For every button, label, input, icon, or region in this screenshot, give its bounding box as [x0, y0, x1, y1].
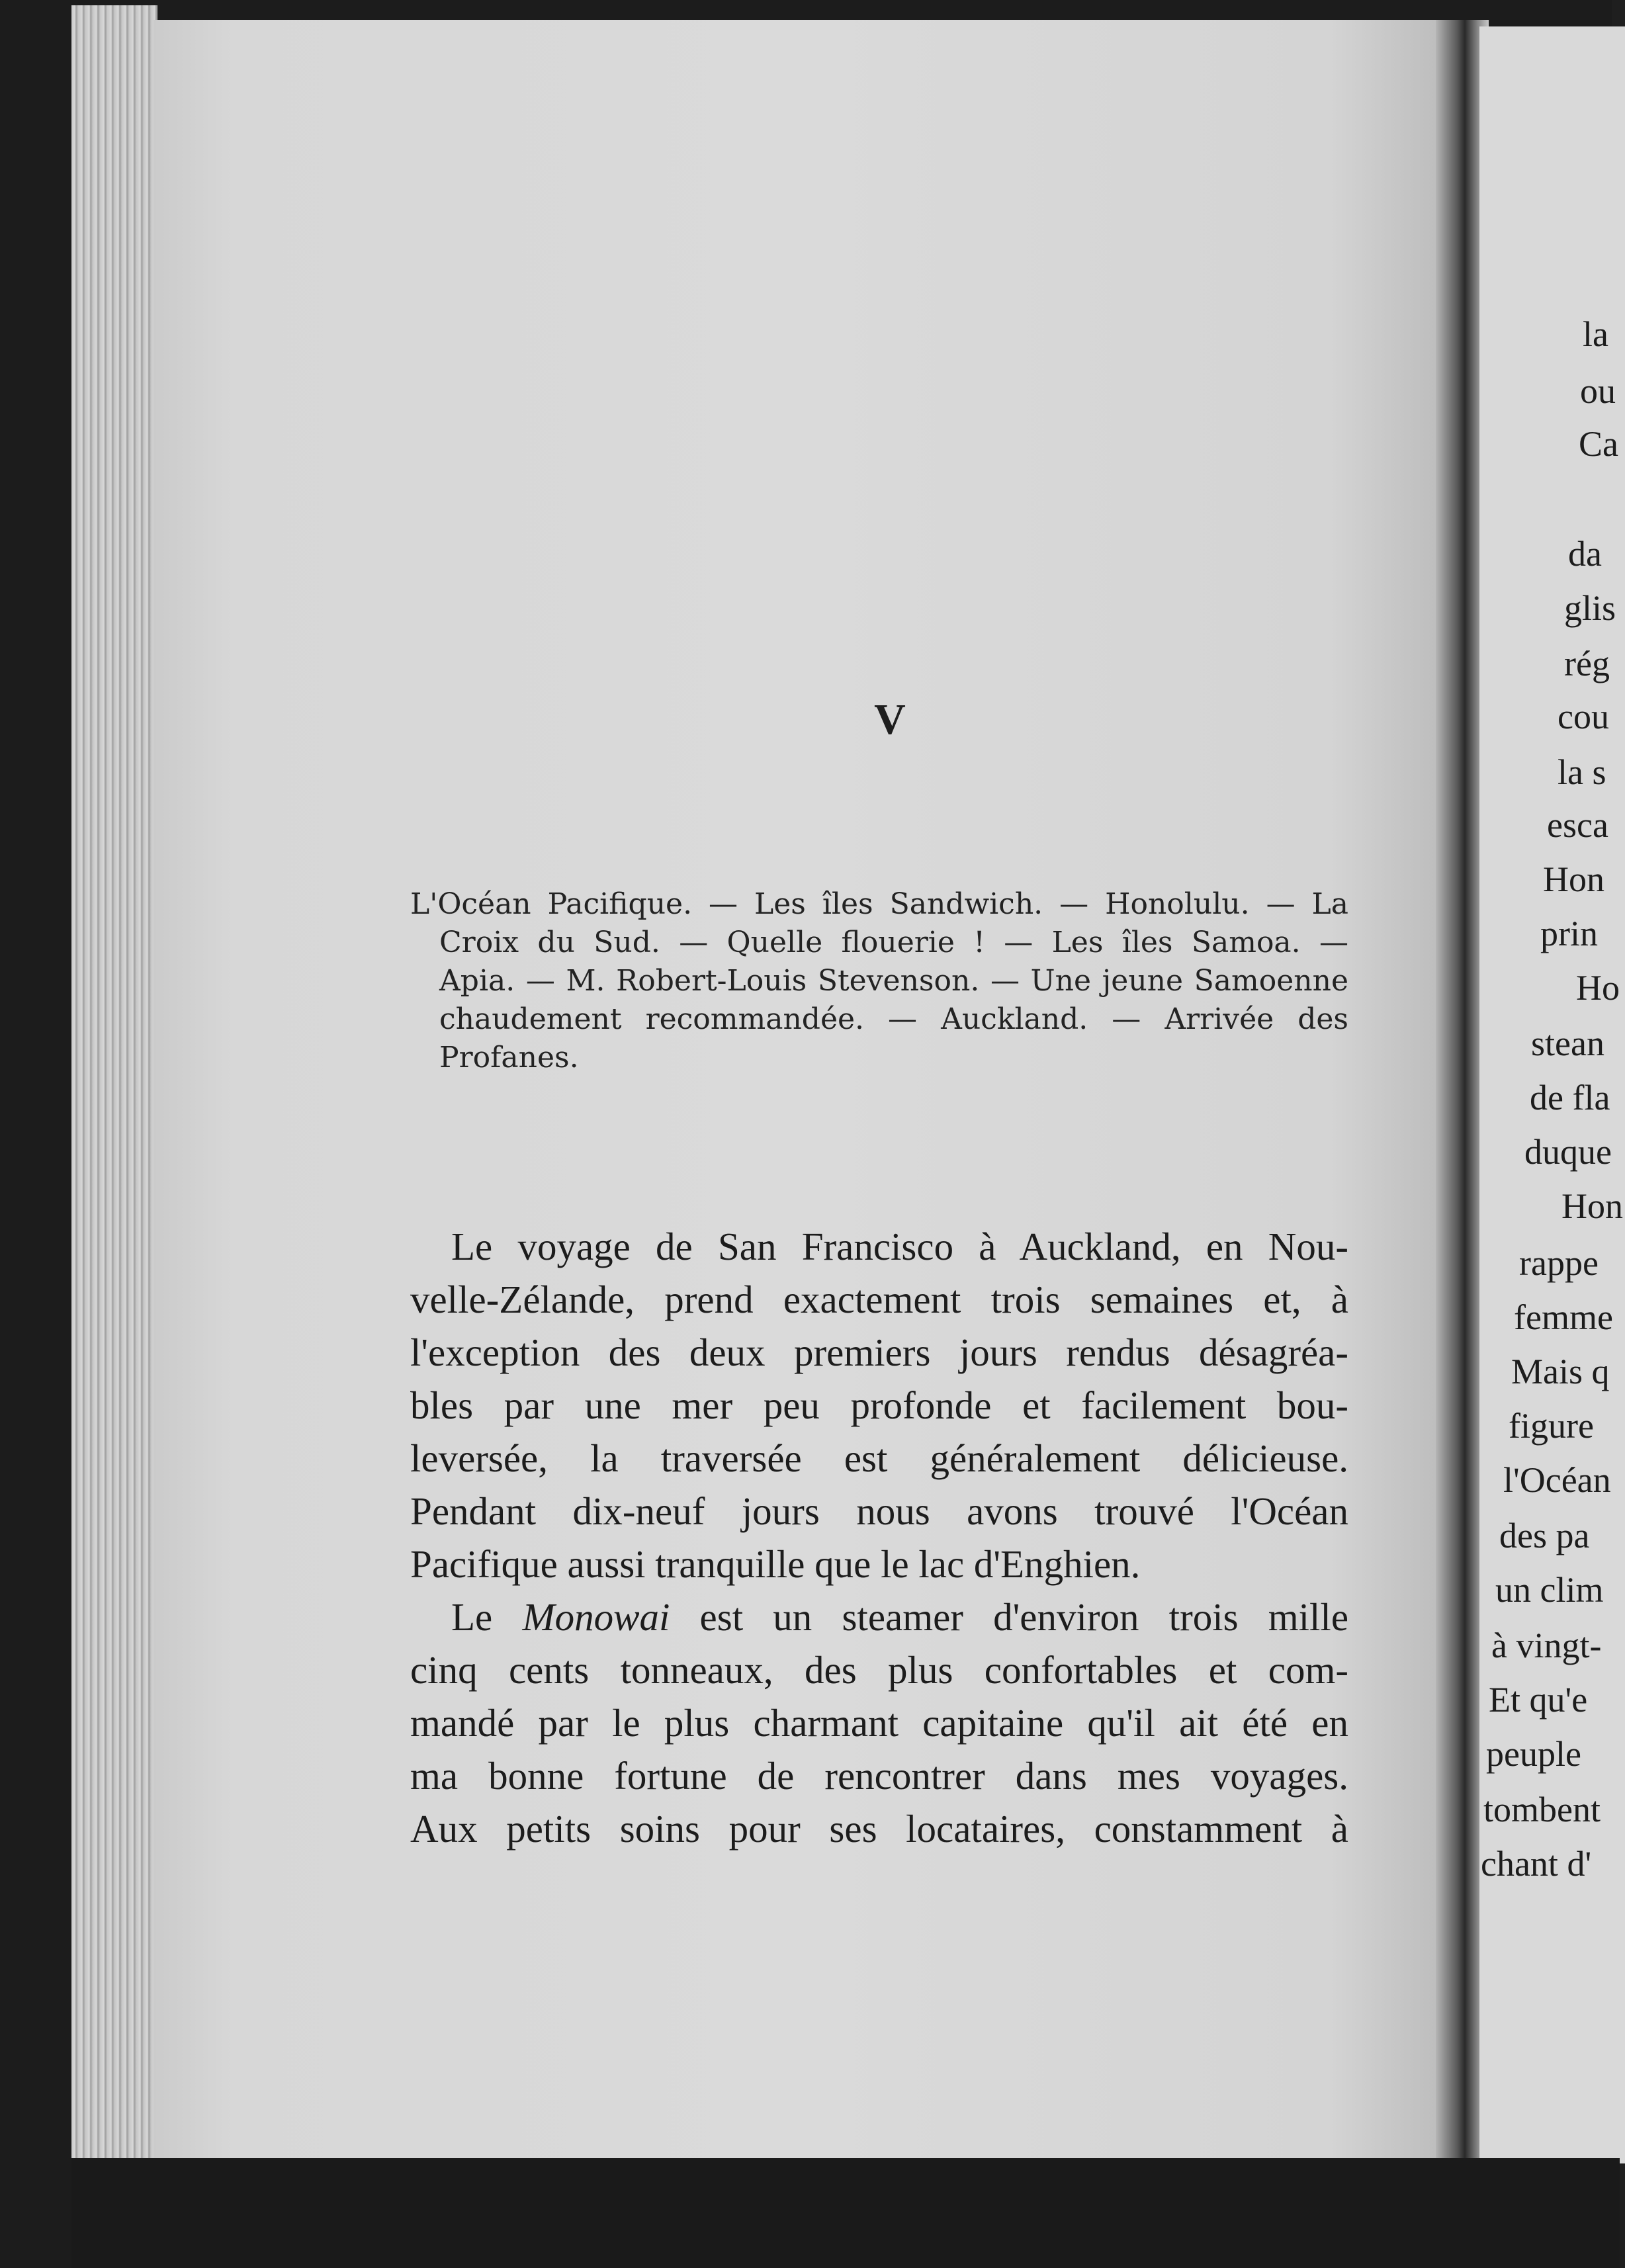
body-line: Le voyage de San Francisco à Auckland, en Nou-: [451, 1225, 1348, 1268]
next-page-fragment: des pa: [1499, 1516, 1590, 1555]
next-page-fragment: stean: [1531, 1024, 1604, 1063]
body-line: Pacifique aussi tranquille que le lac d'Enghien.: [410, 1542, 1141, 1586]
summary-line: L'Océan Pacifique. — Les îles Sandwich. — Honolulu. — La: [410, 887, 1348, 921]
next-page-fragment: ou: [1580, 371, 1616, 411]
next-page-fragment: glis: [1564, 588, 1616, 628]
summary-line: chaudement recommandée. — Auckland. — Arrivée des: [439, 1002, 1348, 1036]
next-page-fragment: Ca: [1579, 424, 1618, 464]
body-line: l'exception des deux premiers jours rendus désagréa-: [410, 1330, 1348, 1374]
next-page-fragment: femme: [1514, 1297, 1613, 1337]
body-line: mandé par le plus charmant capitaine qu'il ait été en: [410, 1701, 1348, 1745]
ship-name: Monowai: [522, 1595, 670, 1639]
next-page-fragment: esca: [1547, 805, 1608, 845]
next-page-fragment: Hon: [1561, 1186, 1623, 1226]
body-line: ma bonne fortune de rencontrer dans mes voyages.: [410, 1754, 1348, 1798]
summary-line: Apia. — M. Robert-Louis Stevenson. — Une jeune Samoenne: [439, 964, 1348, 998]
para2-first-rest: est un steamer d'environ trois mille: [699, 1595, 1349, 1639]
next-page-fragment: rappe: [1519, 1243, 1599, 1283]
summary-line: Croix du Sud. — Quelle flouerie ! — Les îles Samoa. —: [439, 926, 1348, 959]
next-page-fragment: peuple: [1486, 1734, 1581, 1774]
next-page-fragment: Mais q: [1511, 1352, 1610, 1391]
body-line: cinq cents tonneaux, des plus confortables et com-: [410, 1648, 1348, 1692]
body-line: leversée, la traversée est généralement délicieuse.: [410, 1436, 1348, 1480]
next-page-fragment: rég: [1564, 644, 1610, 683]
chapter-summary: [410, 885, 1348, 1077]
next-page-fragment: cou: [1558, 697, 1609, 736]
next-page-fragment: Hon: [1543, 859, 1604, 899]
body-line: bles par une mer peu profonde et facilement bou-: [410, 1383, 1348, 1427]
para2-prefix: Le: [451, 1595, 493, 1639]
next-page-fragment: Et qu'e: [1489, 1680, 1588, 1720]
bottom-shadow: [71, 2158, 1620, 2268]
next-page-fragments: [1479, 0, 1623, 2268]
next-page-fragment: un clim: [1495, 1570, 1604, 1610]
next-page-fragment: l'Océan: [1503, 1460, 1611, 1500]
next-page-fragment: duque: [1524, 1132, 1612, 1172]
main-body-text: [410, 1220, 1348, 1855]
next-page-fragment: de fla: [1530, 1078, 1610, 1117]
body-line: velle-Zélande, prend exactement trois semaines et, à: [410, 1278, 1348, 1321]
body-line: Aux petits soins pour ses locataires, constamment à: [410, 1807, 1348, 1851]
next-page-fragment: la s: [1558, 752, 1606, 792]
next-page-fragment: la: [1583, 314, 1608, 354]
body-line: Pendant dix-neuf jours nous avons trouvé l'Océan: [410, 1489, 1348, 1533]
body-line-paragraph-2: [410, 1591, 1348, 1643]
next-page-fragment: figure: [1509, 1406, 1594, 1446]
summary-line: Profanes.: [439, 1041, 579, 1074]
next-page-fragment: prin: [1540, 914, 1598, 953]
next-page-fragment: à vingt-: [1491, 1626, 1602, 1665]
next-page-fragment: tombent: [1483, 1790, 1601, 1829]
next-page-fragment: da: [1568, 534, 1602, 574]
chapter-number: V: [874, 695, 906, 744]
page-edge-stack: [71, 5, 157, 2162]
next-page-fragment: chant d': [1481, 1844, 1592, 1884]
next-page-fragment: Ho: [1576, 968, 1620, 1008]
